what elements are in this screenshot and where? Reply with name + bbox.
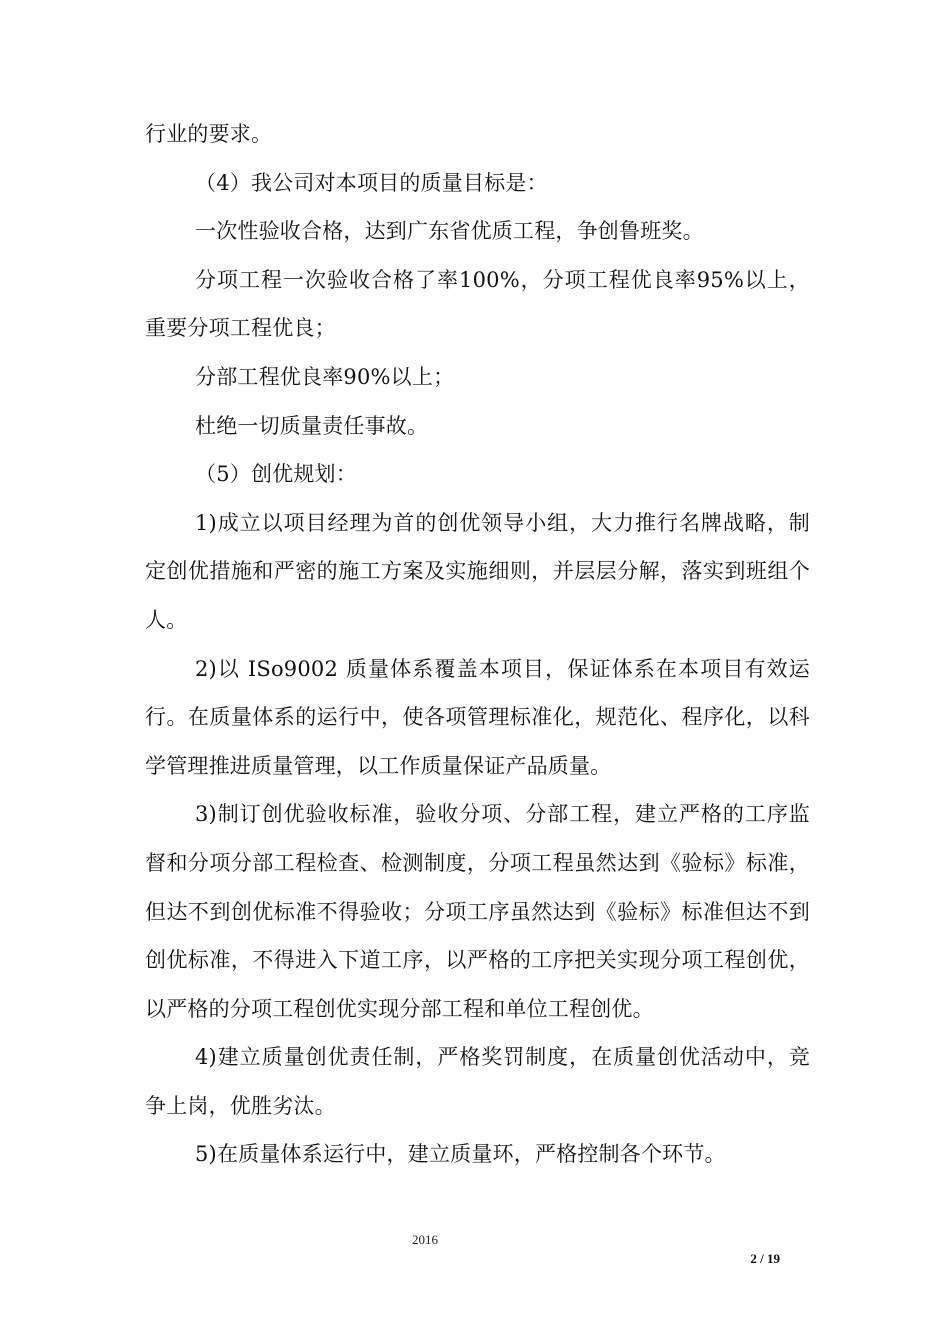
paragraph-plan-item-2: 2)以 ISo9002 质量体系覆盖本项目，保证体系在本项目有效运行。在质量体系的运行中，使各项管理标准化，规范化、程序化，以科学管理推进质量管理，以工作质量保证产品质量。 [145, 656, 810, 778]
paragraph-quality-target-heading: （4）我公司对本项目的质量目标是： [195, 170, 548, 195]
page-number: 2 / 19 [750, 1251, 780, 1266]
paragraph-plan-item-3: 3)制订创优验收标准，验收分项、分部工程，建立严格的工序监督和分项分部工程检查、检测制度，分项工程虽然达到《验标》标准，但达不到创优标准不得验收；分项工序虽然达到《验标》标准但达不到创优标准，不得进入下道工序，以严格的工序把关实现分项工程创优，以严格的分项工程创优实现分部工程和单位工程创优。 [145, 802, 810, 1021]
paragraph-plan-item-5: 5)在质量体系运行中，建立质量环，严格控制各个环节。 [195, 1142, 726, 1167]
paragraph-no-accidents: 杜绝一切质量责任事故。 [195, 413, 429, 438]
footer-year: 2016 [412, 1232, 438, 1247]
paragraph-plan-item-4: 4)建立质量创优责任制，严格奖罚制度，在质量创优活动中，竞争上岗，优胜劣汰。 [145, 1045, 810, 1118]
paragraph-division-rate: 分部工程优良率90%以上； [195, 364, 455, 389]
paragraph-acceptance-target: 一次性验收合格，达到广东省优质工程，争创鲁班奖。 [195, 219, 704, 244]
paragraph-excellence-plan-heading: （5）创优规划： [195, 462, 357, 487]
document-body [145, 110, 810, 1179]
paragraph-subitem-rate: 分项工程一次验收合格了率100%，分项工程优良率95%以上，重要分项工程优良； [145, 267, 810, 341]
paragraph-plan-item-1: 1)成立以项目经理为首的创优领导小组，大力推行名牌战略，制定创优措施和严密的施工方案及实施细则，并层层分解，落实到班组个人。 [145, 510, 810, 632]
paragraph-continuation: 行业的要求。 [145, 122, 273, 146]
